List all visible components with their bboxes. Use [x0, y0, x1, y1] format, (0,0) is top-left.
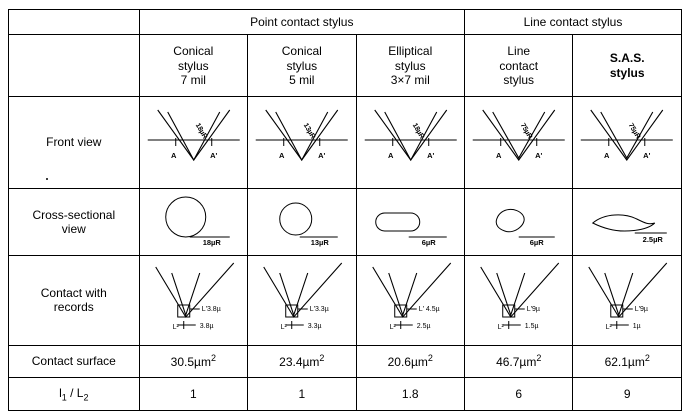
- variant-label: Conical stylus 7 mil: [173, 44, 214, 87]
- svg-text:1.5µ: 1.5µ: [524, 323, 539, 331]
- front-view-figure: [573, 102, 681, 182]
- cell-ratio-2: 1.8: [356, 378, 464, 411]
- surface-value: 20.6µm: [387, 355, 428, 370]
- row-label-contact-with-records: [9, 256, 140, 345]
- svg-text:L²: L²: [497, 324, 504, 332]
- surface-value: 30.5µm: [170, 355, 211, 370]
- cell-ratio-0: 1: [139, 378, 247, 411]
- cell-front-view-2: [356, 97, 464, 189]
- table-row-contact-with-records: [9, 256, 682, 345]
- svg-text:A: A: [387, 151, 393, 161]
- row-label-ratio: [9, 378, 140, 411]
- svg-text:3.8µ: 3.8µ: [199, 323, 214, 331]
- cell-cross-3: [464, 188, 572, 256]
- cell-cross-1: [248, 188, 356, 256]
- stylus-comparison-table: [8, 9, 682, 411]
- cell-cross-2: [356, 188, 464, 256]
- front-view-figure: [248, 102, 355, 182]
- variant-header-sas: [573, 35, 682, 97]
- contact-figure: [140, 261, 247, 339]
- svg-text:A': A': [643, 151, 651, 161]
- cell-front-view-3: [464, 97, 572, 189]
- row-label-contact-surface: [9, 345, 140, 378]
- row-label-text: Contact with records: [40, 286, 107, 315]
- svg-text:A: A: [170, 151, 177, 161]
- svg-text:3.3µ: 3.3µ: [307, 323, 322, 331]
- cell-ratio-4: 9: [573, 378, 682, 411]
- svg-text:18µR: 18µR: [410, 122, 425, 141]
- svg-text:18µR: 18µR: [202, 237, 221, 247]
- table-row-cross-section: [9, 188, 682, 256]
- svg-text:1µ: 1µ: [633, 323, 642, 331]
- svg-text:L'3.8µ: L'3.8µ: [201, 306, 221, 314]
- cell-surface-1: [248, 345, 356, 378]
- svg-text:13µR: 13µR: [301, 122, 317, 141]
- cross-section-figure: [248, 193, 355, 251]
- svg-text:2.5µR: 2.5µR: [643, 234, 664, 244]
- cell-contact-1: [248, 256, 356, 345]
- cell-contact-0: [139, 256, 247, 345]
- cell-contact-3: [464, 256, 572, 345]
- cell-contact-4: [573, 256, 682, 345]
- surface-unit-exponent: 2: [427, 353, 433, 364]
- contact-figure: [573, 261, 681, 339]
- corner-cell: [9, 10, 140, 35]
- svg-text:6µR: 6µR: [529, 237, 544, 247]
- svg-text:6µR: 6µR: [421, 237, 436, 247]
- front-view-figure: [357, 102, 464, 182]
- svg-text:L'9µ: L'9µ: [635, 306, 649, 314]
- svg-text:L²: L²: [606, 324, 613, 332]
- svg-text:A': A': [318, 151, 326, 161]
- row-label-text: Front view: [46, 135, 102, 150]
- surface-unit-exponent: 2: [210, 353, 216, 364]
- surface-unit-exponent: 2: [319, 353, 325, 364]
- cross-section-figure: [573, 193, 681, 251]
- cell-surface-2: [356, 345, 464, 378]
- cell-ratio-1: 1: [248, 378, 356, 411]
- cell-front-view-0: [139, 97, 247, 189]
- front-view-figure: [465, 102, 572, 182]
- cell-contact-2: [356, 256, 464, 345]
- svg-text:A: A: [604, 151, 610, 161]
- svg-text:L'3.3µ: L'3.3µ: [309, 306, 329, 314]
- row-label-text: Contact surface: [31, 354, 116, 369]
- variant-label: Elliptical stylus 3×7 mil: [388, 44, 433, 87]
- cell-surface-0: [139, 345, 247, 378]
- svg-text:L' 4.5µ: L' 4.5µ: [418, 306, 440, 314]
- svg-text:L²: L²: [389, 324, 396, 332]
- front-view-figure: [140, 102, 247, 182]
- table-row-front-view: [9, 97, 682, 189]
- contact-figure: [248, 261, 355, 339]
- row-label-text: $l_1 / L_2$: [59, 385, 89, 402]
- contact-figure: [357, 261, 464, 339]
- corner-cell-2: [9, 35, 140, 97]
- svg-text:L'9µ: L'9µ: [526, 306, 540, 314]
- table-row-ratio: [9, 378, 682, 411]
- table-row-contact-surface: [9, 345, 682, 378]
- surface-value: 46.7µm: [496, 355, 537, 370]
- group-header-line-contact: Line contact stylus: [464, 10, 681, 35]
- cell-front-view-4: [573, 97, 682, 189]
- svg-text:L²: L²: [172, 324, 179, 332]
- row-label-front-view: [9, 97, 140, 189]
- svg-text:A': A': [209, 151, 217, 161]
- surface-value: 23.4µm: [279, 355, 320, 370]
- svg-text:A: A: [496, 151, 502, 161]
- svg-text:L²: L²: [280, 324, 287, 332]
- variant-label: Line contact stylus: [499, 44, 539, 87]
- variant-header-line-contact: [464, 35, 572, 97]
- svg-text:75µR: 75µR: [518, 122, 534, 141]
- svg-text:13µR: 13µR: [310, 237, 329, 247]
- variant-header-conical-5mil: [248, 35, 356, 97]
- svg-text:2.5µ: 2.5µ: [416, 323, 431, 331]
- group-header-point-contact: Point contact stylus: [139, 10, 464, 35]
- cross-section-figure: [357, 193, 464, 251]
- cell-cross-4: [573, 188, 682, 256]
- cell-surface-3: [464, 345, 572, 378]
- cell-front-view-1: [248, 97, 356, 189]
- surface-value: 62.1µm: [604, 355, 645, 370]
- table-row-group-headers: [9, 10, 682, 35]
- cell-cross-0: [139, 188, 247, 256]
- cross-section-figure: [140, 193, 247, 251]
- cell-ratio-3: 6: [464, 378, 572, 411]
- svg-text:75µR: 75µR: [627, 122, 642, 141]
- variant-header-elliptical: [356, 35, 464, 97]
- cell-surface-4: [573, 345, 682, 378]
- surface-unit-exponent: 2: [644, 353, 650, 364]
- svg-text:A: A: [279, 151, 285, 161]
- row-label-text: Cross-sectional view: [32, 207, 116, 236]
- svg-text:A': A': [535, 151, 543, 161]
- svg-text:18µR: 18µR: [193, 122, 208, 141]
- variant-header-conical-7mil: [139, 35, 247, 97]
- variant-label: Conical stylus 5 mil: [281, 44, 322, 87]
- cross-section-figure: [465, 193, 572, 251]
- variant-label: S.A.S. stylus: [609, 51, 645, 80]
- surface-unit-exponent: 2: [536, 353, 542, 364]
- table-row-variant-headers: [9, 35, 682, 97]
- contact-figure: [465, 261, 572, 339]
- svg-text:A': A': [426, 151, 434, 161]
- row-label-cross-section: [9, 188, 140, 256]
